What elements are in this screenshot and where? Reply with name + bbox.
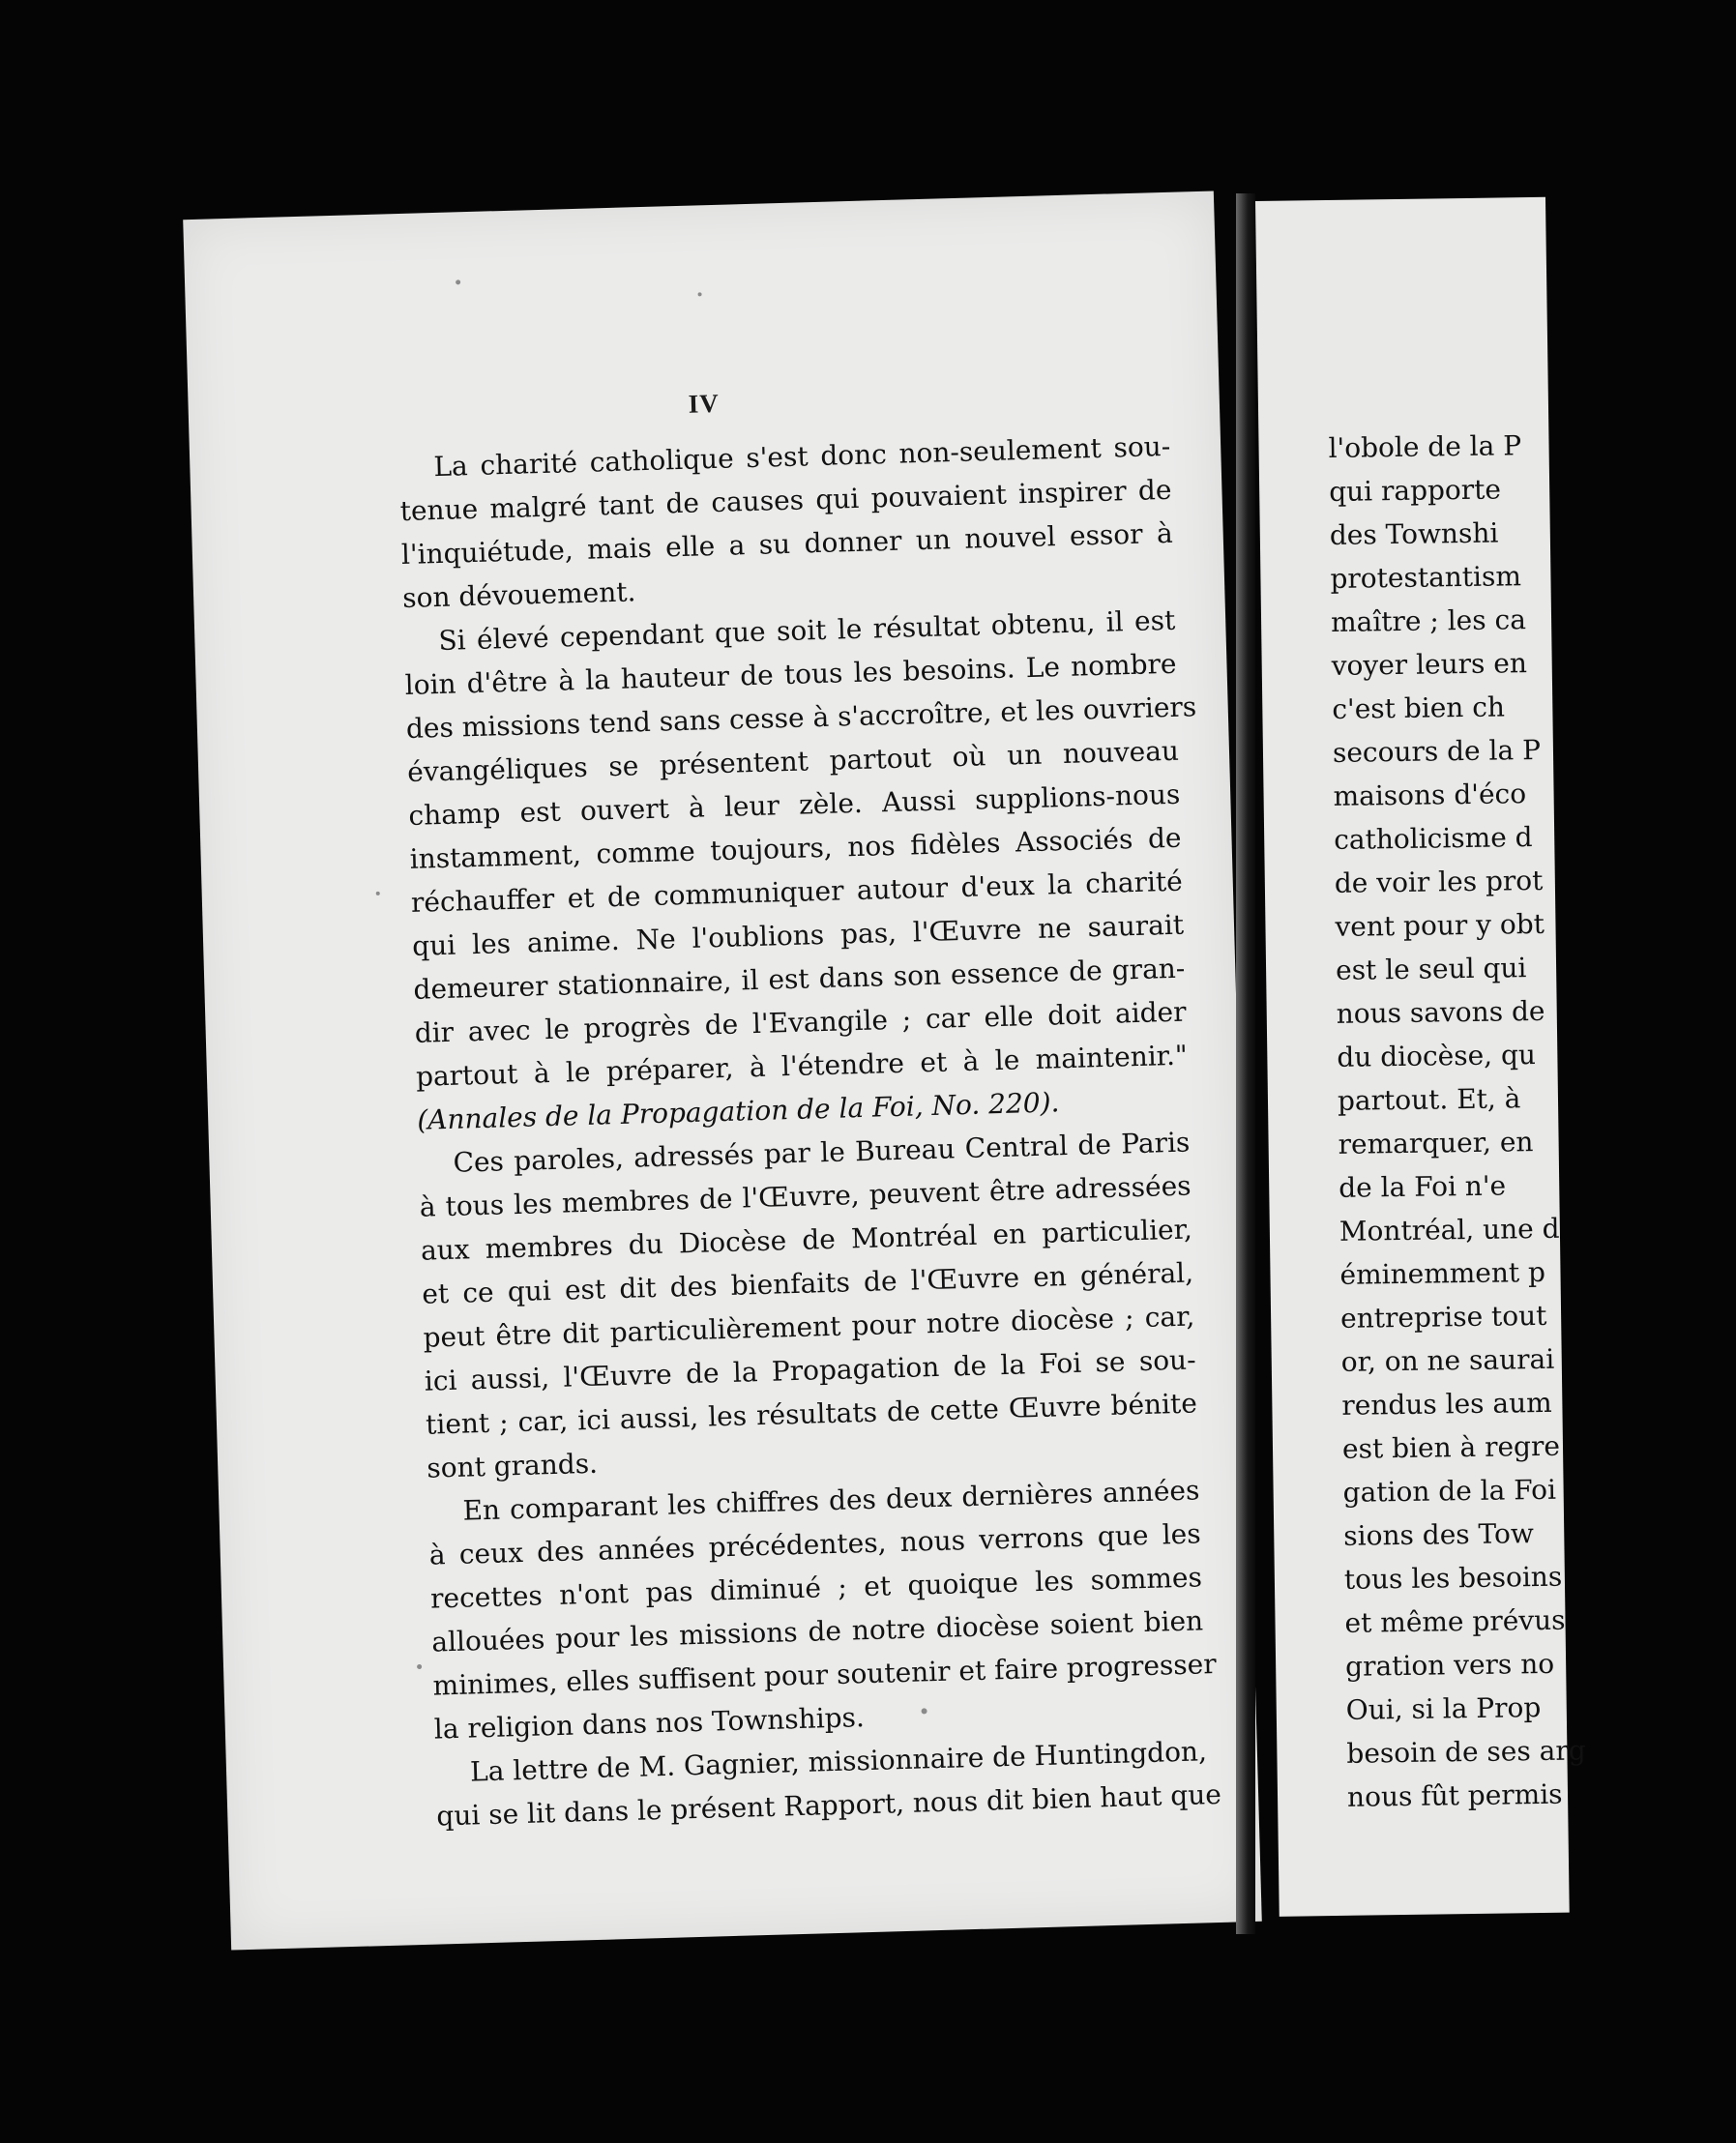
text-line: qui les anime. Ne l'oublions pas, l'Œuvre ne saurait	[411, 908, 1185, 962]
text-line: à ceux des années précédentes, nous verrons que les	[428, 1517, 1202, 1571]
text-line: gation de la Foi	[1342, 1473, 1557, 1509]
paper-speck	[456, 279, 460, 284]
text-line: des Townshi	[1329, 516, 1499, 551]
text-line: Montréal, une d	[1339, 1212, 1560, 1248]
text-line: son dévouement.	[401, 575, 636, 615]
text-line: l'obole de la P	[1328, 429, 1522, 464]
text-line: sions des Tow	[1343, 1517, 1535, 1552]
paper-speck	[698, 292, 702, 296]
text-line: éminemment p	[1339, 1255, 1546, 1291]
text-line: c'est bien ch	[1332, 690, 1506, 725]
page-gutter	[1236, 193, 1255, 1934]
text-line: vent pour y obt	[1335, 907, 1545, 943]
text-line: recettes n'ont pas diminué ; et quoique les sommes	[429, 1561, 1203, 1615]
text-line: qui rapporte	[1328, 473, 1502, 508]
facing-page-text	[1328, 421, 1734, 1818]
page-number: IV	[688, 388, 721, 419]
body-text	[398, 425, 1222, 1838]
text-line: entreprise tout	[1339, 1299, 1547, 1335]
paper-speck	[376, 892, 380, 895]
text-line: dir avec le progrès de l'Evangile ; car elle doit aider	[414, 995, 1187, 1049]
text-line: partout à le préparer, à l'étendre et à le maintenir."	[415, 1039, 1189, 1093]
text-line: La lettre de M. Gagnier, missionnaire de Huntingdon,	[469, 1735, 1208, 1788]
text-line: de voir les prot	[1334, 864, 1544, 899]
text-line: rendus les aum	[1341, 1386, 1552, 1422]
text-line: tous les besoins	[1343, 1560, 1563, 1596]
text-line: demeurer stationnaire, il est dans son essence de gran-	[413, 952, 1186, 1006]
text-line: Oui, si la Prop	[1345, 1691, 1542, 1726]
text-line: évangéliques se présentent partout où un nouveau	[406, 734, 1180, 788]
text-line: besoin de ses arg	[1346, 1734, 1586, 1770]
right-page	[1255, 197, 1586, 1917]
text-line: La charité catholique s'est donc non-seulement sou-	[432, 429, 1171, 484]
text-line: l'inquiétude, mais elle a su donner un nouvel essor à	[400, 516, 1174, 572]
text-line: remarquer, en	[1338, 1126, 1534, 1160]
text-line: et ce qui est dit des bienfaits de l'Œuvre en général,	[421, 1256, 1194, 1310]
text-line: protestantism	[1330, 560, 1522, 595]
text-line: est le seul qui	[1335, 952, 1527, 986]
text-line: loin d'être à la hauteur de tous les besoins. Le nombre	[404, 647, 1177, 702]
text-line: nous fût permis	[1346, 1777, 1563, 1813]
text-line: peut être dit particulièrement pour notre diocèse ; car,	[423, 1300, 1195, 1354]
text-line: nous savons de	[1336, 994, 1545, 1030]
text-line: voyer leurs en	[1331, 647, 1528, 682]
text-line: et même prévus	[1344, 1603, 1566, 1639]
text-line: Si élevé cependant que soit le résultat obtenu, il est	[438, 603, 1176, 658]
text-line: réchauffer et de communiquer autour d'eux la charité	[410, 865, 1184, 919]
text-line: aux membres du Diocèse de Montréal en particulier,	[420, 1213, 1193, 1267]
text-line: maisons d'éco	[1333, 778, 1527, 812]
text-line: tenue malgré tant de causes qui pouvaient inspirer de	[399, 473, 1172, 528]
text-line: maître ; les ca	[1330, 603, 1527, 638]
text-line: allouées pour les missions de notre diocèse soient bien	[430, 1604, 1204, 1659]
text-line: est bien à regre	[1341, 1429, 1561, 1465]
text-line: catholicisme d	[1333, 821, 1533, 856]
text-line: sont grands.	[426, 1447, 599, 1484]
text-line: de la Foi n'e	[1339, 1169, 1507, 1204]
text-line: la religion dans nos Townships.	[433, 1701, 866, 1746]
text-line: du diocèse, qu	[1337, 1039, 1537, 1073]
text-line: Ces paroles, adressés par le Bureau Central de Paris	[453, 1126, 1191, 1179]
text-line: instamment, comme toujours, nos fidèles Associés de	[409, 821, 1182, 875]
text-line: à tous les membres de l'Œuvre, peuvent être adressées	[419, 1169, 1192, 1223]
text-line: or, on ne saurai	[1340, 1342, 1555, 1378]
text-line: champ est ouvert à leur zèle. Aussi supplions-nous	[408, 778, 1181, 832]
paper-speck	[417, 1664, 422, 1669]
left-page	[183, 191, 1262, 1950]
text-line: gration vers no	[1344, 1647, 1555, 1683]
text-line: qui se lit dans le présent Rapport, nous dit bien haut que	[435, 1777, 1222, 1833]
text-line: (Annales de la Propagation de la Foi, No. 220).	[416, 1086, 1060, 1136]
text-line: tient ; car, ici aussi, les résultats de cette Œuvre bénite	[425, 1387, 1198, 1441]
text-line: secours de la P	[1332, 733, 1542, 769]
text-line: des missions tend sans cesse à s'accroître, et les ouvriers	[405, 690, 1197, 745]
text-line: En comparant les chiffres des deux dernières années	[462, 1474, 1200, 1527]
text-line: minimes, elles suffisent pour soutenir et faire progresser	[432, 1647, 1218, 1702]
text-line: ici aussi, l'Œuvre de la Propagation de la Foi se sou-	[424, 1343, 1196, 1397]
text-line: partout. Et, à	[1337, 1082, 1521, 1117]
